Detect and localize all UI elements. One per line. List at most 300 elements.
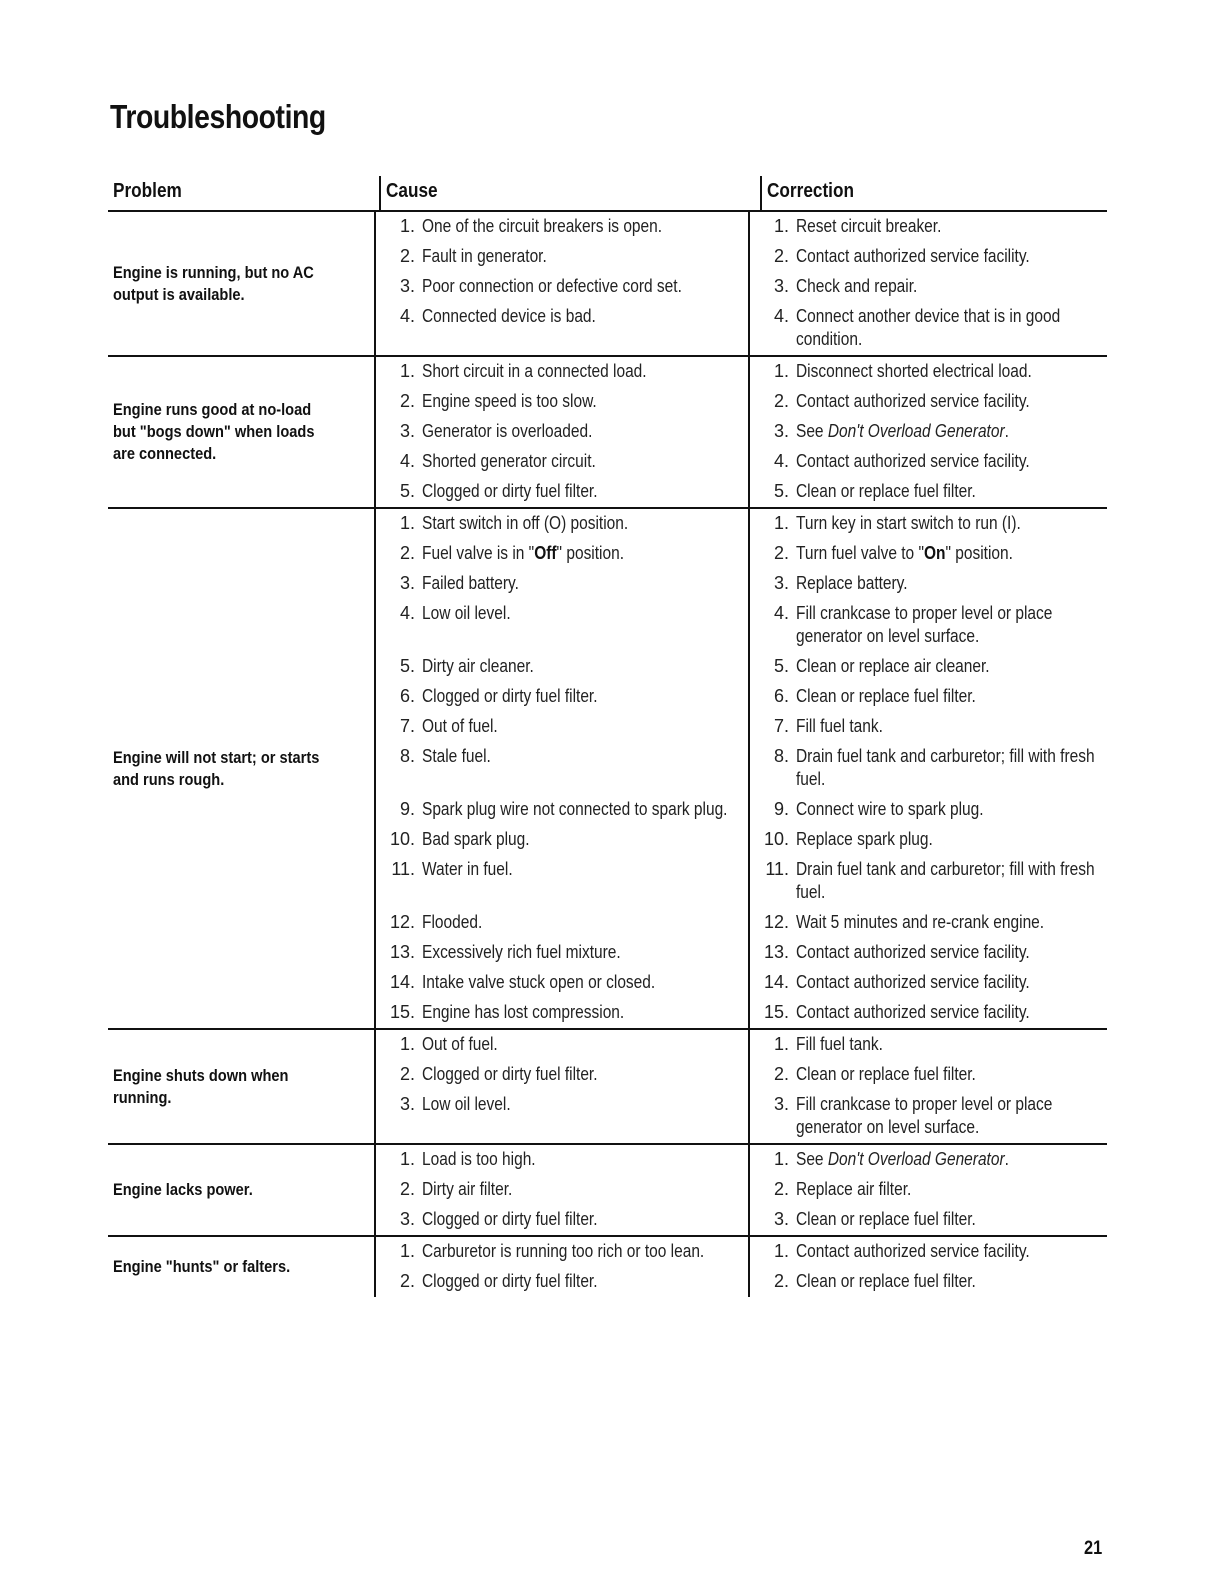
cause-cell xyxy=(422,215,748,238)
table-row xyxy=(374,1090,1107,1143)
cause-cell xyxy=(422,390,748,413)
correction-cell xyxy=(796,1033,1107,1056)
correction-cell xyxy=(796,420,1107,443)
correction-text: Turn key in start switch to run (I). xyxy=(796,513,1021,533)
cause-text: Clogged or dirty fuel filter. xyxy=(422,481,598,501)
cause-number: 10. xyxy=(389,829,415,849)
cause-cell xyxy=(422,858,748,904)
table-row xyxy=(374,212,1107,242)
problem-cell xyxy=(108,1030,374,1143)
cause-text: One of the circuit breakers is open. xyxy=(422,216,663,236)
correction-text: Clean or replace air cleaner. xyxy=(796,656,990,676)
correction-text xyxy=(796,420,1106,443)
correction-number: 9. xyxy=(773,799,789,819)
correction-text: Fill fuel tank. xyxy=(796,1034,883,1054)
correction-item xyxy=(748,1030,1107,1060)
cause-text: Bad spark plug. xyxy=(422,829,530,849)
cause-cell xyxy=(422,245,748,268)
cause-cell xyxy=(422,828,748,851)
correction-text: Contact authorized service facility. xyxy=(796,451,1030,471)
cause-item xyxy=(374,1267,748,1297)
correction-cell xyxy=(796,360,1107,383)
cause-item xyxy=(374,569,748,599)
correction-item xyxy=(748,1060,1107,1090)
correction-text: Replace battery. xyxy=(796,573,908,593)
cause-text: Intake valve stuck open or closed. xyxy=(422,972,656,992)
cause-text: Low oil level. xyxy=(422,603,511,623)
correction-text: Clean or replace fuel filter. xyxy=(796,1209,976,1229)
correction-text: Contact authorized service facility. xyxy=(796,1241,1030,1261)
cause-item xyxy=(374,682,748,712)
correction-text: Contact authorized service facility. xyxy=(796,942,1030,962)
cause-post: " position. xyxy=(556,543,625,563)
cause-item xyxy=(374,242,748,272)
cause-cell xyxy=(422,360,748,383)
correction-cell xyxy=(796,745,1107,791)
cause-item xyxy=(374,1145,748,1175)
correction-cell xyxy=(796,655,1107,678)
cause-cell xyxy=(422,602,748,648)
table-row xyxy=(374,1175,1107,1205)
page-title: Troubleshooting xyxy=(110,98,326,135)
cause-text xyxy=(422,542,747,565)
correction-number: 2. xyxy=(773,391,789,411)
correction-item xyxy=(748,569,1107,599)
cause-number: 5. xyxy=(399,481,415,501)
correction-number: 2. xyxy=(773,543,789,563)
correction-cell xyxy=(796,542,1107,565)
cause-item xyxy=(374,1205,748,1235)
cause-text: Low oil level. xyxy=(422,1094,511,1114)
cause-number: 11. xyxy=(391,859,415,879)
correction-number: 3. xyxy=(773,1094,789,1114)
correction-item xyxy=(748,1145,1107,1175)
cause-item xyxy=(374,1175,748,1205)
table-row xyxy=(374,825,1107,855)
cause-number: 2. xyxy=(399,543,415,563)
correction-text: Clean or replace fuel filter. xyxy=(796,686,976,706)
correction-text: Clean or replace fuel filter. xyxy=(796,1271,976,1291)
table-row xyxy=(374,302,1107,355)
cause-item xyxy=(374,477,748,507)
cause-item xyxy=(374,417,748,447)
cause-number: 4. xyxy=(399,451,415,471)
correction-item xyxy=(748,447,1107,477)
cause-correction-pairs xyxy=(374,1145,1107,1235)
correction-item xyxy=(748,509,1107,539)
table-row xyxy=(374,1267,1107,1297)
correction-text: Connect another device that is in good condition. xyxy=(796,306,1061,349)
problem-group xyxy=(108,509,1107,1030)
table-row xyxy=(374,477,1107,507)
correction-item xyxy=(748,825,1107,855)
cause-number: 3. xyxy=(399,421,415,441)
correction-number: 8. xyxy=(773,746,789,766)
correction-item xyxy=(748,742,1107,795)
problem-text: Engine runs good at no-load but "bogs down" when loads are connected. xyxy=(113,400,315,463)
cause-number: 2. xyxy=(399,1271,415,1291)
cause-cell xyxy=(422,745,748,791)
cause-cell xyxy=(422,941,748,964)
cause-text: Out of fuel. xyxy=(422,716,498,736)
cause-number: 3. xyxy=(399,1094,415,1114)
cause-correction-pairs xyxy=(374,357,1107,507)
problem-cell xyxy=(108,212,374,355)
cause-number: 3. xyxy=(399,276,415,296)
cause-number: 1. xyxy=(399,361,415,381)
cause-number: 7. xyxy=(399,716,415,736)
correction-text: Fill crankcase to proper level or place generator on level surface. xyxy=(796,603,1053,646)
correction-number: 1. xyxy=(773,1149,789,1169)
cause-number: 2. xyxy=(399,1064,415,1084)
cause-number: 12. xyxy=(389,912,415,932)
correction-number: 7. xyxy=(773,716,789,736)
cause-number: 4. xyxy=(399,603,415,623)
table-row xyxy=(374,742,1107,795)
correction-item xyxy=(748,938,1107,968)
correction-number: 3. xyxy=(773,421,789,441)
correction-text xyxy=(796,542,1106,565)
cause-item xyxy=(374,1237,748,1267)
correction-number: 12. xyxy=(763,912,789,932)
cause-cell xyxy=(422,1208,748,1231)
correction-cell xyxy=(796,1270,1107,1293)
correction-text: Reset circuit breaker. xyxy=(796,216,942,236)
correction-item xyxy=(748,1090,1107,1143)
correction-text: Contact authorized service facility. xyxy=(796,1002,1030,1022)
correction-cell xyxy=(796,1148,1107,1171)
cause-cell xyxy=(422,911,748,934)
correction-pre: Turn fuel valve to " xyxy=(796,543,924,563)
cause-number: 9. xyxy=(399,799,415,819)
correction-cell xyxy=(796,450,1107,473)
correction-number: 3. xyxy=(773,276,789,296)
correction-cell xyxy=(796,215,1107,238)
correction-item xyxy=(748,712,1107,742)
cause-item xyxy=(374,447,748,477)
cause-pre: Fuel valve is in " xyxy=(422,543,535,563)
correction-number: 1. xyxy=(773,1241,789,1261)
problem-cell xyxy=(108,1145,374,1235)
problem-cell xyxy=(108,1237,374,1297)
correction-cell xyxy=(796,390,1107,413)
cause-bold: Off xyxy=(534,543,557,563)
correction-text xyxy=(796,1148,1106,1171)
correction-text: Clean or replace fuel filter. xyxy=(796,1064,976,1084)
cause-cell xyxy=(422,512,748,535)
correction-number: 2. xyxy=(773,1271,789,1291)
table-row xyxy=(374,509,1107,539)
table-row xyxy=(374,1145,1107,1175)
cause-item xyxy=(374,998,748,1028)
problem-group xyxy=(108,357,1107,509)
cause-number: 1. xyxy=(399,216,415,236)
cause-item xyxy=(374,938,748,968)
cause-item xyxy=(374,1060,748,1090)
correction-text: Contact authorized service facility. xyxy=(796,391,1030,411)
correction-item xyxy=(748,652,1107,682)
correction-text: Fill fuel tank. xyxy=(796,716,883,736)
correction-pre: See xyxy=(796,421,828,441)
cause-cell xyxy=(422,275,748,298)
problem-group xyxy=(108,212,1107,357)
cause-cell xyxy=(422,480,748,503)
correction-item xyxy=(748,795,1107,825)
correction-number: 2. xyxy=(773,1179,789,1199)
correction-number: 1. xyxy=(773,513,789,533)
cause-number: 4. xyxy=(399,306,415,326)
cause-cell xyxy=(422,685,748,708)
correction-cell xyxy=(796,911,1107,934)
correction-number: 10. xyxy=(763,829,789,849)
correction-cell xyxy=(796,1001,1107,1024)
header-problem: Problem xyxy=(113,180,182,202)
correction-text: Fill crankcase to proper level or place generator on level surface. xyxy=(796,1094,1053,1137)
problem-group xyxy=(108,1237,1107,1297)
correction-item xyxy=(748,682,1107,712)
cause-item xyxy=(374,539,748,569)
table-row xyxy=(374,938,1107,968)
correction-number: 1. xyxy=(773,361,789,381)
cause-text: Load is too high. xyxy=(422,1149,536,1169)
cause-number: 1. xyxy=(399,1149,415,1169)
correction-number: 13. xyxy=(763,942,789,962)
correction-item xyxy=(748,417,1107,447)
problem-group xyxy=(108,1145,1107,1237)
problem-cell xyxy=(108,509,374,1028)
cause-cell xyxy=(422,1148,748,1171)
correction-cell xyxy=(796,685,1107,708)
correction-item xyxy=(748,1175,1107,1205)
table-row xyxy=(374,1237,1107,1267)
cause-number: 1. xyxy=(399,513,415,533)
problem-text: Engine "hunts" or falters. xyxy=(113,1257,291,1276)
problem-text: Engine shuts down when running. xyxy=(113,1065,289,1107)
table-row xyxy=(374,447,1107,477)
correction-item xyxy=(748,1237,1107,1267)
table-body xyxy=(108,212,1107,1297)
cause-number: 3. xyxy=(399,1209,415,1229)
correction-number: 5. xyxy=(773,656,789,676)
header-cause: Cause xyxy=(379,176,760,210)
correction-cell xyxy=(796,1208,1107,1231)
cause-text: Fault in generator. xyxy=(422,246,547,266)
table-row xyxy=(374,795,1107,825)
cause-cell xyxy=(422,1093,748,1139)
cause-text: Carburetor is running too rich or too lean. xyxy=(422,1241,705,1261)
correction-cell xyxy=(796,480,1107,503)
table-row xyxy=(374,1030,1107,1060)
correction-item xyxy=(748,998,1107,1028)
cause-text: Failed battery. xyxy=(422,573,519,593)
cause-cell xyxy=(422,1033,748,1056)
cause-number: 2. xyxy=(399,391,415,411)
cause-cell xyxy=(422,1270,748,1293)
cause-cell xyxy=(422,420,748,443)
table-row xyxy=(374,998,1107,1028)
correction-number: 5. xyxy=(773,481,789,501)
correction-number: 4. xyxy=(773,603,789,623)
correction-item xyxy=(748,599,1107,652)
correction-text: Drain fuel tank and carburetor; fill with fresh fuel. xyxy=(796,746,1095,789)
correction-number: 2. xyxy=(773,246,789,266)
correction-item xyxy=(748,357,1107,387)
cause-text: Spark plug wire not connected to spark plug. xyxy=(422,799,728,819)
cause-cell xyxy=(422,715,748,738)
correction-post: . xyxy=(1004,1149,1009,1169)
cause-cell xyxy=(422,542,748,565)
correction-cell xyxy=(796,715,1107,738)
correction-cell xyxy=(796,798,1107,821)
cause-text: Shorted generator circuit. xyxy=(422,451,596,471)
cause-text: Engine has lost compression. xyxy=(422,1002,625,1022)
page-number: 21 xyxy=(1084,1538,1103,1559)
cause-number: 2. xyxy=(399,246,415,266)
cause-cell xyxy=(422,798,748,821)
troubleshooting-table xyxy=(108,176,1107,1297)
correction-number: 6. xyxy=(773,686,789,706)
cause-text: Engine speed is too slow. xyxy=(422,391,597,411)
correction-item xyxy=(748,1267,1107,1297)
cause-text: Stale fuel. xyxy=(422,746,491,766)
correction-item xyxy=(748,855,1107,908)
cause-cell xyxy=(422,572,748,595)
cause-text: Poor connection or defective cord set. xyxy=(422,276,682,296)
table-header xyxy=(108,176,1107,212)
cause-text: Clogged or dirty fuel filter. xyxy=(422,1064,598,1084)
correction-cell xyxy=(796,1063,1107,1086)
correction-item xyxy=(748,539,1107,569)
correction-number: 3. xyxy=(773,1209,789,1229)
cause-correction-pairs xyxy=(374,212,1107,355)
table-row xyxy=(374,712,1107,742)
correction-item xyxy=(748,477,1107,507)
correction-cell xyxy=(796,858,1107,904)
table-row xyxy=(374,682,1107,712)
correction-number: 1. xyxy=(773,1034,789,1054)
correction-number: 2. xyxy=(773,1064,789,1084)
cause-number: 1. xyxy=(399,1034,415,1054)
correction-text: Wait 5 minutes and re-crank engine. xyxy=(796,912,1045,932)
correction-text: Drain fuel tank and carburetor; fill with fresh fuel. xyxy=(796,859,1095,902)
correction-text: Replace spark plug. xyxy=(796,829,933,849)
correction-cell xyxy=(796,572,1107,595)
cause-item xyxy=(374,212,748,242)
cause-number: 5. xyxy=(399,656,415,676)
cause-cell xyxy=(422,450,748,473)
correction-item xyxy=(748,242,1107,272)
correction-cell xyxy=(796,971,1107,994)
correction-number: 14. xyxy=(763,972,789,992)
correction-bold: On xyxy=(923,543,946,563)
correction-text: Connect wire to spark plug. xyxy=(796,799,984,819)
table-row xyxy=(374,387,1107,417)
correction-number: 3. xyxy=(773,573,789,593)
cause-text: Water in fuel. xyxy=(422,859,513,879)
problem-group xyxy=(108,1030,1107,1145)
table-row xyxy=(374,652,1107,682)
correction-cell xyxy=(796,941,1107,964)
correction-pre: See xyxy=(796,1149,828,1169)
cause-item xyxy=(374,357,748,387)
table-row xyxy=(374,242,1107,272)
correction-emphasis: Don't Overload Generator xyxy=(827,1149,1005,1169)
cause-correction-pairs xyxy=(374,1237,1107,1297)
correction-cell xyxy=(796,828,1107,851)
cause-text: Clogged or dirty fuel filter. xyxy=(422,1209,598,1229)
cause-item xyxy=(374,272,748,302)
cause-item xyxy=(374,652,748,682)
cause-number: 3. xyxy=(399,573,415,593)
table-row xyxy=(374,539,1107,569)
cause-number: 15. xyxy=(389,1002,415,1022)
cause-text: Out of fuel. xyxy=(422,1034,498,1054)
cause-number: 2. xyxy=(399,1179,415,1199)
correction-item xyxy=(748,272,1107,302)
correction-emphasis: Don't Overload Generator xyxy=(827,421,1005,441)
cause-item xyxy=(374,742,748,795)
correction-item xyxy=(748,302,1107,355)
problem-text: Engine lacks power. xyxy=(113,1180,253,1199)
table-row xyxy=(374,599,1107,652)
cause-cell xyxy=(422,1178,748,1201)
correction-text: Contact authorized service facility. xyxy=(796,246,1030,266)
table-row xyxy=(374,1060,1107,1090)
correction-item xyxy=(748,908,1107,938)
problem-text: Engine will not start; or starts and runs rough. xyxy=(113,747,320,789)
cause-text: Start switch in off (O) position. xyxy=(422,513,629,533)
cause-cell xyxy=(422,1063,748,1086)
cause-correction-pairs xyxy=(374,509,1107,1028)
cause-item xyxy=(374,712,748,742)
cause-number: 13. xyxy=(389,942,415,962)
cause-cell xyxy=(422,655,748,678)
cause-correction-pairs xyxy=(374,1030,1107,1143)
correction-cell xyxy=(796,602,1107,648)
correction-item xyxy=(748,1205,1107,1235)
table-row xyxy=(374,417,1107,447)
cause-number: 6. xyxy=(399,686,415,706)
table-row xyxy=(374,908,1107,938)
header-correction: Correction xyxy=(760,176,1107,210)
correction-cell xyxy=(796,512,1107,535)
correction-cell xyxy=(796,1240,1107,1263)
cause-item xyxy=(374,509,748,539)
correction-item xyxy=(748,968,1107,998)
cause-text: Connected device is bad. xyxy=(422,306,596,326)
cause-text: Flooded. xyxy=(422,912,483,932)
correction-item xyxy=(748,212,1107,242)
correction-cell xyxy=(796,1093,1107,1139)
correction-text: Disconnect shorted electrical load. xyxy=(796,361,1032,381)
cause-item xyxy=(374,968,748,998)
cause-item xyxy=(374,599,748,652)
correction-cell xyxy=(796,305,1107,351)
cause-item xyxy=(374,908,748,938)
correction-cell xyxy=(796,275,1107,298)
correction-number: 4. xyxy=(773,451,789,471)
problem-text: Engine is running, but no AC output is available. xyxy=(113,262,314,304)
cause-text: Excessively rich fuel mixture. xyxy=(422,942,621,962)
cause-cell xyxy=(422,1001,748,1024)
correction-post: . xyxy=(1004,421,1009,441)
cause-text: Dirty air filter. xyxy=(422,1179,513,1199)
cause-item xyxy=(374,825,748,855)
correction-item xyxy=(748,387,1107,417)
table-row xyxy=(374,569,1107,599)
problem-cell xyxy=(108,357,374,507)
cause-text: Dirty air cleaner. xyxy=(422,656,534,676)
